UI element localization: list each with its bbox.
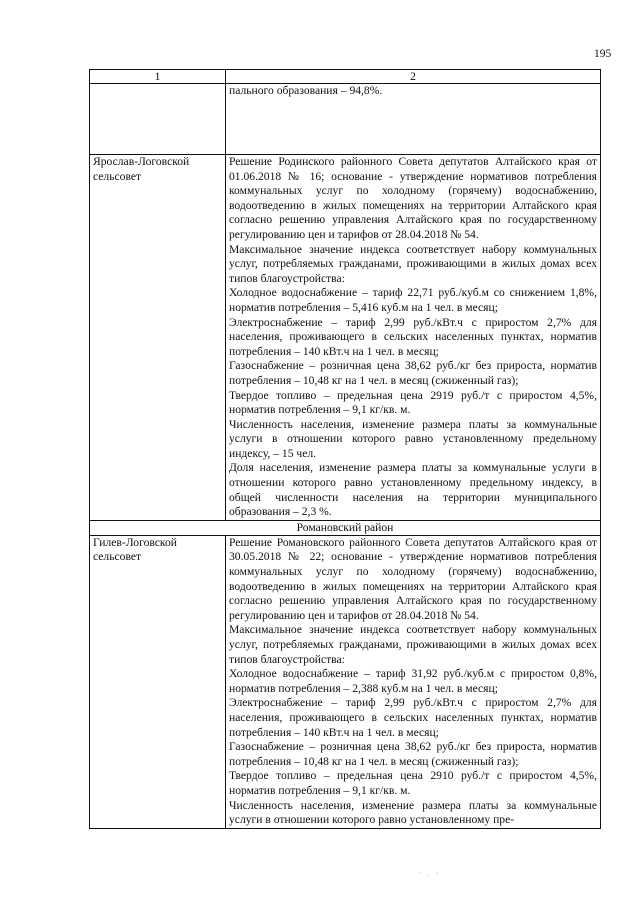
paragraph: пального образования – 94,8%. (229, 84, 383, 97)
district-heading: Романовский район (90, 520, 601, 535)
paragraph: Решение Родинского районного Совета депутатов Алтайского края от 01.06.2018 № 16; основание - утверждение нормативов потребления коммунальных услуг по холодному (горячему) водоснабжению, водоотведению в жилых помещениях на территории Алтайского края согласно решению управления Алтайского края по государственному регулированию цен и тарифов от 28.04.2018 № 54. (229, 155, 597, 241)
paragraph: Твердое топливо – предельная цена 2910 руб./т с приростом 4,5%, норматив потребления – 9,1 кг/кв. м. (229, 769, 597, 797)
data-table (89, 69, 601, 829)
paragraph: Решение Романовского районного Совета депутатов Алтайского края от 30.05.2018 № 22; основание - утверждение нормативов потребления коммунальных услуг по холодному (горячему) водоснабжению, водоотведению в жилых помещениях на территории Алтайского края согласно решению управления Алтайского края по государственному регулированию цен и тарифов от 28.04.2018 № 54. (229, 535, 597, 622)
paragraph: Максимальное значение индекса соответствует набору коммунальных услуг, потребляемых гражданами, проживающими в жилых домах всех типов благоустройства: (229, 242, 597, 285)
municipality-cell: Ярослав-Логовской сельсовет (90, 155, 226, 521)
paragraph: Холодное водоснабжение – тариф 31,92 руб./куб.м с приростом 0,8%, норматив потребления – 2,388 куб.м на 1 чел. в месяц; (229, 667, 597, 695)
municipality-cell (90, 84, 226, 155)
table-row (90, 155, 601, 521)
table-row (90, 84, 601, 155)
table-header-row (90, 70, 601, 84)
district-row (90, 520, 601, 535)
paragraph: Газоснабжение – розничная цена 38,62 руб./кг без прироста, норматив потребления – 10,48 кг на 1 чел. в месяц (сжиженный газ); (229, 740, 597, 768)
column-header-2: 2 (226, 70, 601, 84)
paragraph: Электроснабжение – тариф 2,99 руб./кВт.ч с приростом 2,7% для населения, проживающего в сельских населенных пунктах, норматив потребления – 140 кВт.ч на 1 чел. в месяц; (229, 315, 597, 358)
description-cell (226, 84, 601, 155)
paragraph: Твердое топливо – предельная цена 2919 руб./т с приростом 4,5%, норматив потребления – 9,1 кг/кв. м. (229, 388, 597, 417)
paragraph: Газоснабжение – розничная цена 38,62 руб./кг без прироста, норматив потребления – 10,48 кг на 1 чел. в месяц (сжиженный газ); (229, 359, 597, 387)
paragraph: Доля населения, изменение размера платы за коммунальные услуги в отношении которого равно установленному предельному индексу, в общей численности населения на территории муниципального образования – 2,3 %. (229, 461, 597, 519)
paragraph: Численность населения, изменение размера платы за коммунальные услуги в отношении которого равно установленному предельному индексу, – 15 чел. (229, 417, 597, 460)
table-row (90, 535, 601, 828)
description-cell (226, 155, 601, 521)
paragraph: Численность населения, изменение размера платы за коммунальные услуги в отношении которого равно установленному пре- (229, 798, 597, 827)
municipality-cell: Гилев-Логовской сельсовет (90, 535, 226, 828)
paragraph: Электроснабжение – тариф 2,99 руб./кВт.ч с приростом 2,7% для населения, проживающего в сельских населенных пунктах, норматив потребления – 140 кВт.ч на 1 чел. в месяц; (229, 696, 597, 739)
column-header-1: 1 (90, 70, 226, 84)
page-number: 195 (594, 48, 612, 60)
paragraph: Холодное водоснабжение – тариф 22,71 руб./куб.м со снижением 1,8%, норматив потребления – 5,416 куб.м на 1 чел. в месяц; (229, 286, 597, 314)
paragraph: Максимальное значение индекса соответствует набору коммунальных услуг, потребляемых гражданами, проживающими в жилых домах всех типов благоустройства: (229, 623, 597, 666)
scan-artifact: · . · (418, 868, 441, 878)
description-cell (226, 535, 601, 828)
